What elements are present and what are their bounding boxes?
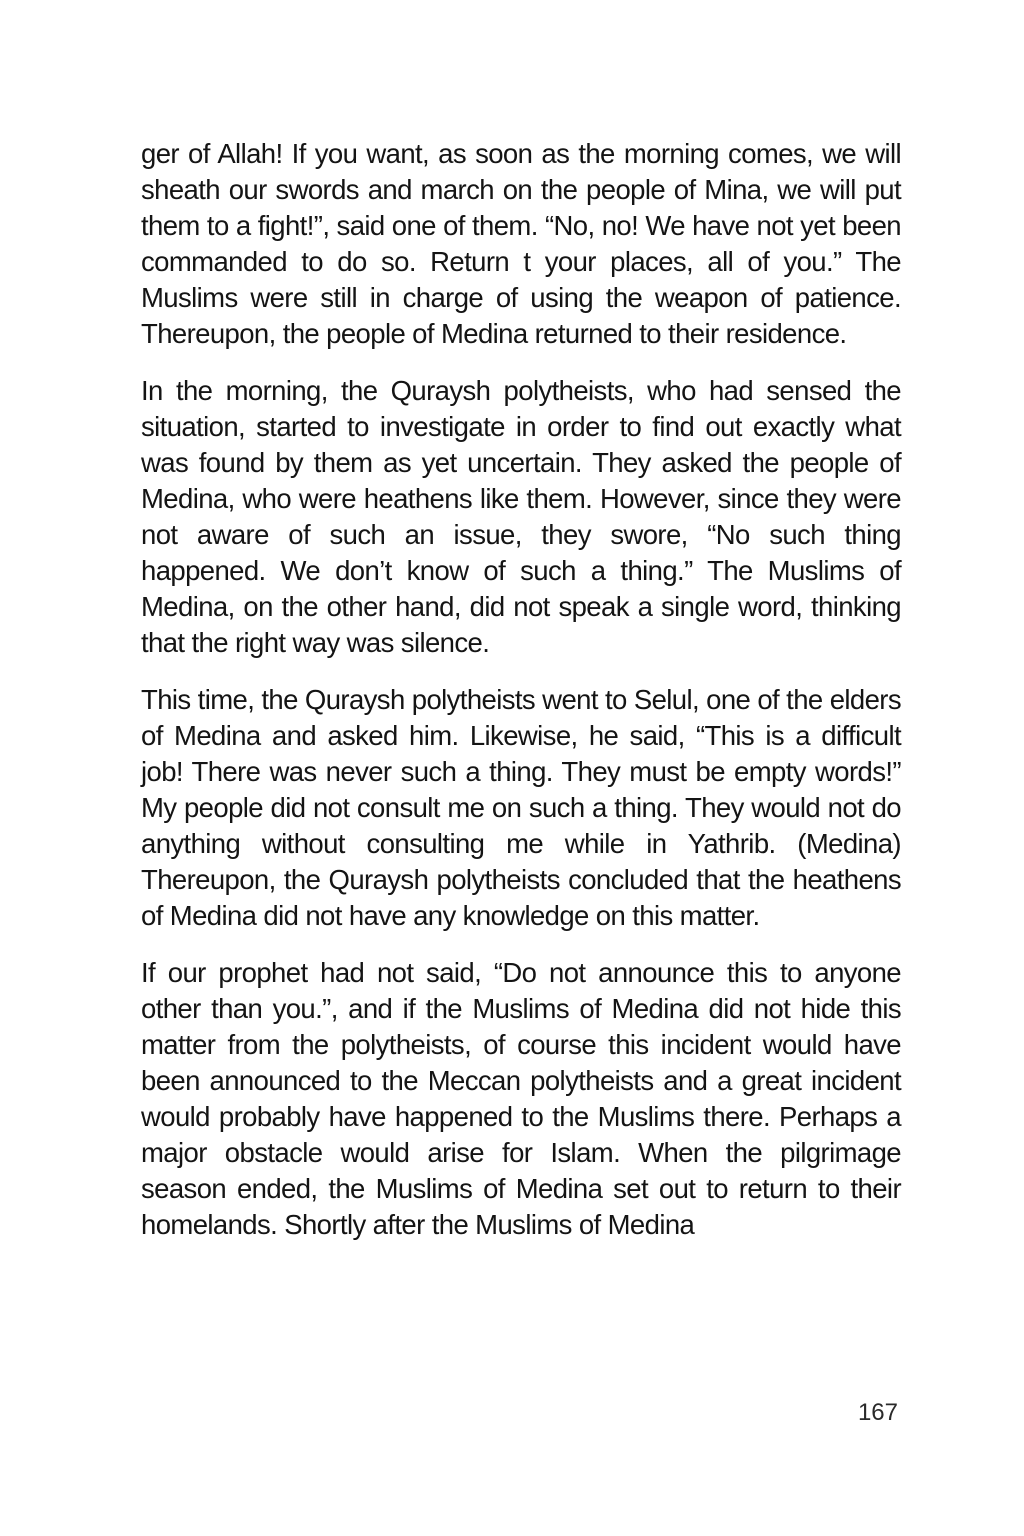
page-number: 167 [857, 1399, 898, 1426]
body-text [141, 136, 901, 1264]
paragraph-1: ger of Allah! If you want, as soon as the morning comes, we will sheath our swords and march on the people of Mina, we will put them to a fight!”, said one of them. “No, no! We have not yet been commanded to do so. Return t your places, all of you.” The Muslims were still in charge of using the weapon of patience. Thereupon, the people of Medina returned to their residence. [141, 138, 901, 349]
paragraph-4: If our prophet had not said, “Do not announce this to anyone other than you.”, and if the Muslims of Medina did not hide this matter from the polytheists, of course this incident would have been announced to the Meccan polytheists and a great incident would probably have happened to the Muslims there. Perhaps a major obstacle would arise for Islam. When the pilgrimage season ended, the Muslims of Medina set out to return to their homelands. Shortly after the Muslims of Medina [141, 957, 901, 1240]
paragraph-2: In the morning, the Quraysh polytheists, who had sensed the situation, started to investigate in order to find out exactly what was found by them as yet uncertain. They asked the people of Medina, who were heathens like them. However, since they were not aware of such an issue, they swore, “No such thing happened. We don’t know of such a thing.” The Muslims of Medina, on the other hand, did not speak a single word, thinking that the right way was silence. [141, 375, 901, 658]
paragraph-3: This time, the Quraysh polytheists went to Selul, one of the elders of Medina and asked him. Likewise, he said, “This is a difficult job! There was never such a thing. They must be empty words!” My people did not consult me on such a thing. They would not do anything without consulting me while in Yathrib. (Medina) Thereupon, the Quraysh polytheists concluded that the heathens of Medina did not have any knowledge on this matter. [141, 684, 901, 931]
